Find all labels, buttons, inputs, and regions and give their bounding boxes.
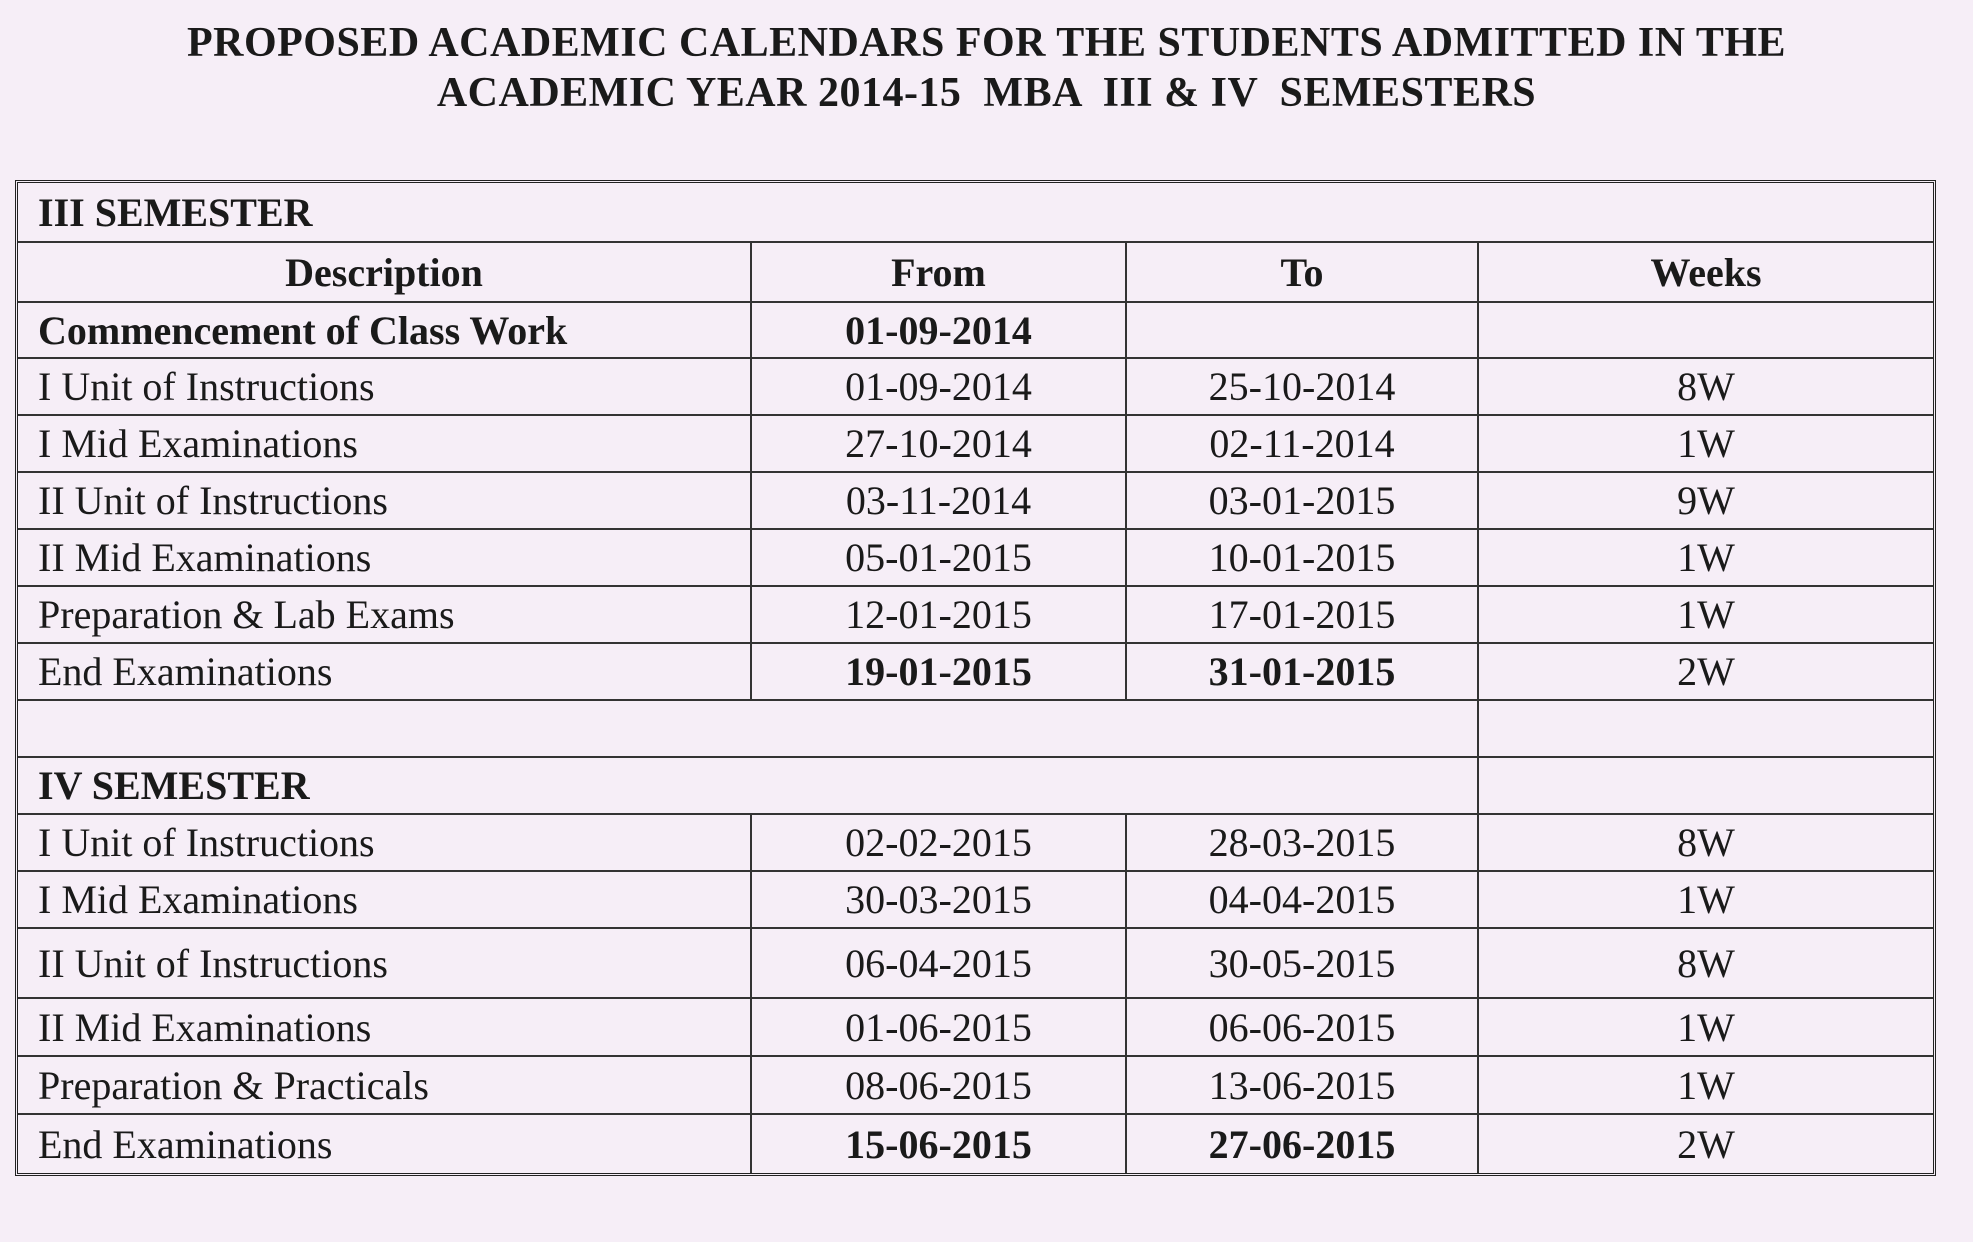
row-from: 30-03-2015 xyxy=(750,872,1125,927)
row-to: 31-01-2015 xyxy=(1125,644,1477,699)
table-row xyxy=(18,530,1933,587)
row-from: 01-09-2014 xyxy=(750,359,1125,414)
row-from: 01-06-2015 xyxy=(750,999,1125,1055)
title-line-2: ACADEMIC YEAR 2014-15 MBA III & IV SEMESTERS xyxy=(436,70,1537,116)
header-description: Description xyxy=(285,249,483,295)
row-from: 03-11-2014 xyxy=(750,473,1125,528)
row-to: 13-06-2015 xyxy=(1125,1057,1477,1113)
row-description: II Unit of Instructions xyxy=(38,940,388,986)
table-row xyxy=(18,644,1933,701)
row-weeks: 8W xyxy=(1477,359,1933,414)
row-to: 02-11-2014 xyxy=(1125,416,1477,471)
row-from: 12-01-2015 xyxy=(750,587,1125,642)
document-title xyxy=(0,18,1973,118)
spacer-cell xyxy=(1477,758,1933,813)
row-description: I Unit of Instructions xyxy=(38,820,375,865)
row-weeks: 8W xyxy=(1477,929,1933,997)
row-to: 04-04-2015 xyxy=(1125,872,1477,927)
table-row xyxy=(18,872,1933,929)
table-row xyxy=(18,359,1933,416)
semester-4-label: IV SEMESTER xyxy=(38,763,310,808)
row-description: End Examinations xyxy=(38,1121,333,1167)
row-description: I Unit of Instructions xyxy=(38,364,375,409)
row-to: 17-01-2015 xyxy=(1125,587,1477,642)
row-description: Preparation & Practicals xyxy=(38,1062,429,1108)
title-line-1: PROPOSED ACADEMIC CALENDARS FOR THE STUDENTS ADMITTED IN THE xyxy=(186,20,1787,66)
header-weeks: Weeks xyxy=(1477,243,1933,301)
row-from: 06-04-2015 xyxy=(750,929,1125,997)
row-description: II Mid Examinations xyxy=(38,1004,372,1050)
row-from: 08-06-2015 xyxy=(750,1057,1125,1113)
table-row xyxy=(18,473,1933,530)
row-description: Preparation & Lab Exams xyxy=(38,592,455,637)
column-header-row xyxy=(18,243,1933,303)
row-weeks: 1W xyxy=(1477,1057,1933,1113)
row-from: 15-06-2015 xyxy=(750,1115,1125,1173)
table-row xyxy=(18,815,1933,872)
row-to: 25-10-2014 xyxy=(1125,359,1477,414)
row-description: II Mid Examinations xyxy=(38,535,372,580)
table-row xyxy=(18,1115,1933,1173)
row-from: 02-02-2015 xyxy=(750,815,1125,870)
spacer-row xyxy=(18,701,1933,758)
row-from: 01-09-2014 xyxy=(750,303,1125,357)
row-to: 28-03-2015 xyxy=(1125,815,1477,870)
table-row xyxy=(18,416,1933,473)
row-description: II Unit of Instructions xyxy=(38,478,388,523)
row-weeks: 1W xyxy=(1477,872,1933,927)
spacer-cell xyxy=(1477,701,1933,756)
row-from: 27-10-2014 xyxy=(750,416,1125,471)
row-to xyxy=(1125,303,1477,357)
row-description: I Mid Examinations xyxy=(38,421,358,466)
row-weeks: 9W xyxy=(1477,473,1933,528)
header-from: From xyxy=(750,243,1125,301)
row-weeks: 1W xyxy=(1477,416,1933,471)
row-to: 27-06-2015 xyxy=(1125,1115,1477,1173)
row-description: Commencement of Class Work xyxy=(38,307,568,353)
row-weeks: 2W xyxy=(1477,644,1933,699)
row-description: End Examinations xyxy=(38,649,333,694)
semester-4-header-row xyxy=(18,758,1933,815)
table-row xyxy=(18,303,1933,359)
calendar-table xyxy=(15,180,1936,1176)
row-weeks: 8W xyxy=(1477,815,1933,870)
table-row xyxy=(18,587,1933,644)
row-weeks xyxy=(1477,303,1933,357)
header-to: To xyxy=(1125,243,1477,301)
row-description: I Mid Examinations xyxy=(38,877,358,922)
table-row xyxy=(18,929,1933,999)
table-row xyxy=(18,1057,1933,1115)
row-from: 05-01-2015 xyxy=(750,530,1125,585)
row-weeks: 2W xyxy=(1477,1115,1933,1173)
row-weeks: 1W xyxy=(1477,587,1933,642)
row-to: 03-01-2015 xyxy=(1125,473,1477,528)
row-to: 06-06-2015 xyxy=(1125,999,1477,1055)
row-weeks: 1W xyxy=(1477,530,1933,585)
semester-3-header-row xyxy=(18,183,1933,243)
row-to: 30-05-2015 xyxy=(1125,929,1477,997)
semester-3-label: III SEMESTER xyxy=(38,189,313,235)
row-from: 19-01-2015 xyxy=(750,644,1125,699)
row-to: 10-01-2015 xyxy=(1125,530,1477,585)
row-weeks: 1W xyxy=(1477,999,1933,1055)
table-row xyxy=(18,999,1933,1057)
